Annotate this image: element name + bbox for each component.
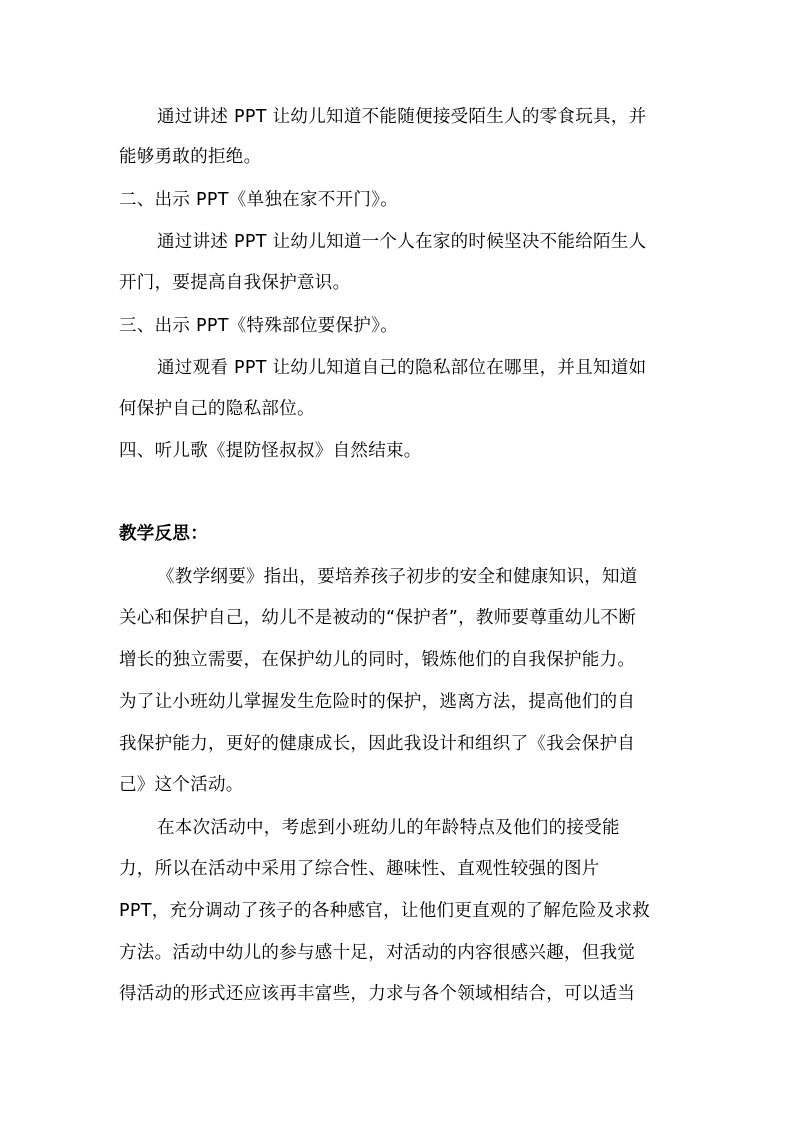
section-item: 二、出示 PPT《单独在家不开门》。 <box>119 190 399 210</box>
paragraph-line: 何保护自己的隐私部位。 <box>119 399 315 419</box>
paragraph-line: 通过观看 PPT 让幼儿知道自己的隐私部位在哪里，并且知道如 <box>157 358 647 378</box>
paragraph-line: 力，所以在活动中采用了综合性、趣味性、直观性较强的图片 <box>119 859 600 879</box>
paragraph-line: 为了让小班幼儿掌握发生危险时的保护，逃离方法，提高他们的自 <box>119 692 636 712</box>
paragraph-line: 增长的独立需要，在保护幼儿的同时，锻炼他们的自我保护能力。 <box>119 650 636 670</box>
paragraph-line: 在本次活动中，考虑到小班幼儿的年龄特点及他们的接受能 <box>157 818 620 838</box>
paragraph-line: 关心和保护自己，幼儿不是被动的“保护者”，教师要尊重幼儿不断 <box>119 608 637 628</box>
paragraph-line: 得活动的形式还应该再丰富些，力求与各个领域相结合，可以适当 <box>119 984 636 1004</box>
paragraph-line: 能够勇敢的拒绝。 <box>119 147 262 167</box>
paragraph-line: 开门，要提高自我保护意识。 <box>119 273 351 293</box>
section-item: 四、听儿歌《提防怪叔叔》自然结束。 <box>119 441 422 461</box>
section-heading: 教学反思： <box>119 524 208 544</box>
paragraph-line: 己》这个活动。 <box>119 775 244 795</box>
paragraph-line: 方法。活动中幼儿的参与感十足，对活动的内容很感兴趣，但我觉 <box>119 943 636 963</box>
section-item: 三、出示 PPT《特殊部位要保护》。 <box>119 316 399 336</box>
paragraph-line: 通过讲述 PPT 让幼儿知道不能随便接受陌生人的零食玩具，并 <box>157 107 647 127</box>
paragraph-line: 通过讲述 PPT 让幼儿知道一个人在家的时候坚决不能给陌生人 <box>157 232 647 252</box>
paragraph-line: 我保护能力，更好的健康成长，因此我设计和组织了《我会保护自 <box>119 734 636 754</box>
paragraph-line: PPT，充分调动了孩子的各种感官，让他们更直观的了解危险及求救 <box>119 901 651 921</box>
paragraph-line: 《教学纲要》指出，要培养孩子初步的安全和健康知识，知道 <box>157 567 638 587</box>
